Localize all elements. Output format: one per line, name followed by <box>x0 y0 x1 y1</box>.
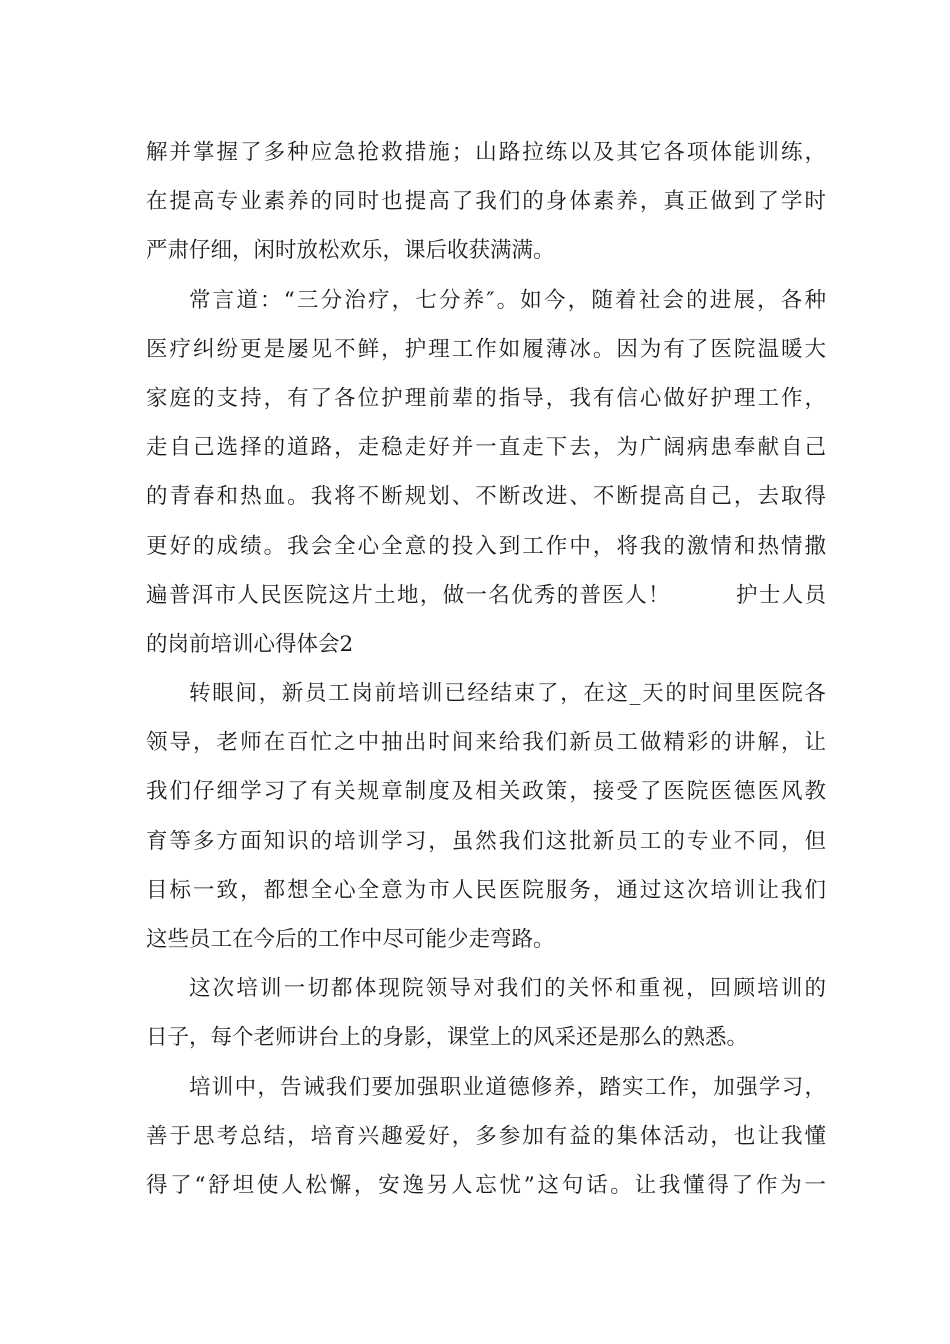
text-line: 的青春和热血。我将不断规划、不断改进、不断提高自己，去取得 <box>146 484 826 510</box>
text-line: 走自己选择的道路，走稳走好并一直走下去，为广阔病患奉献自己 <box>146 435 826 461</box>
text-line: 这些员工在今后的工作中尽可能少走弯路。 <box>146 927 555 952</box>
text-line: 更好的成绩。我会全心全意的投入到工作中，将我的激情和热情撒 <box>146 533 826 559</box>
text-line: 常言道：“三分治疗，七分养″。如今，随着社会的进展，各种 <box>189 287 826 313</box>
text-line: 培训中，告诫我们要加强职业道德修养，踏实工作，加强学习， <box>189 1074 826 1100</box>
text-line: 领导，老师在百忙之中抽出时间来给我们新员工做精彩的讲解，让 <box>146 730 826 756</box>
text-line: 家庭的支持，有了各位护理前辈的指导，我有信心做好护理工作， <box>146 385 826 411</box>
text-line: 在提高专业素养的同时也提高了我们的身体素养，真正做到了学时 <box>146 189 826 215</box>
text-line: 转眼间，新员工岗前培训已经结束了，在这_天的时间里医院各 <box>189 681 826 707</box>
text-line: 医疗纠纷更是屡见不鲜，护理工作如履薄冰。因为有了医院温暖大 <box>146 336 826 362</box>
text-line: 这次培训一切都体现院领导对我们的关怀和重视，回顾培训的 <box>189 976 826 1002</box>
text-line: 解并掌握了多种应急抢救措施；山路拉练以及其它各项体能训练， <box>146 140 826 165</box>
text-line: 得了“舒坦使人松懈，安逸另人忘忧”这句话。让我懂得了作为一 <box>146 1172 826 1198</box>
document-body <box>146 128 826 1210</box>
text-line: 善于思考总结，培育兴趣爱好，多参加有益的集体活动，也让我懂 <box>146 1123 826 1149</box>
text-line: 遍普洱市人民医院这片土地，做一名优秀的普医人！ 护士人员 <box>146 582 826 608</box>
text-line: 日子，每个老师讲台上的身影，课堂上的风采还是那么的熟悉。 <box>146 1025 749 1051</box>
text-line: 育等多方面知识的培训学习，虽然我们这批新员工的专业不同，但 <box>146 828 826 854</box>
text-line: 我们仔细学习了有关规章制度及相关政策，接受了医院医德医风教 <box>146 779 826 805</box>
text-line: 目标一致，都想全心全意为市人民医院服务，通过这次培训让我们 <box>146 877 826 903</box>
text-line: 严肃仔细，闲时放松欢乐，课后收获满满。 <box>146 238 555 264</box>
text-line: 的岗前培训心得体会2 <box>146 631 354 657</box>
